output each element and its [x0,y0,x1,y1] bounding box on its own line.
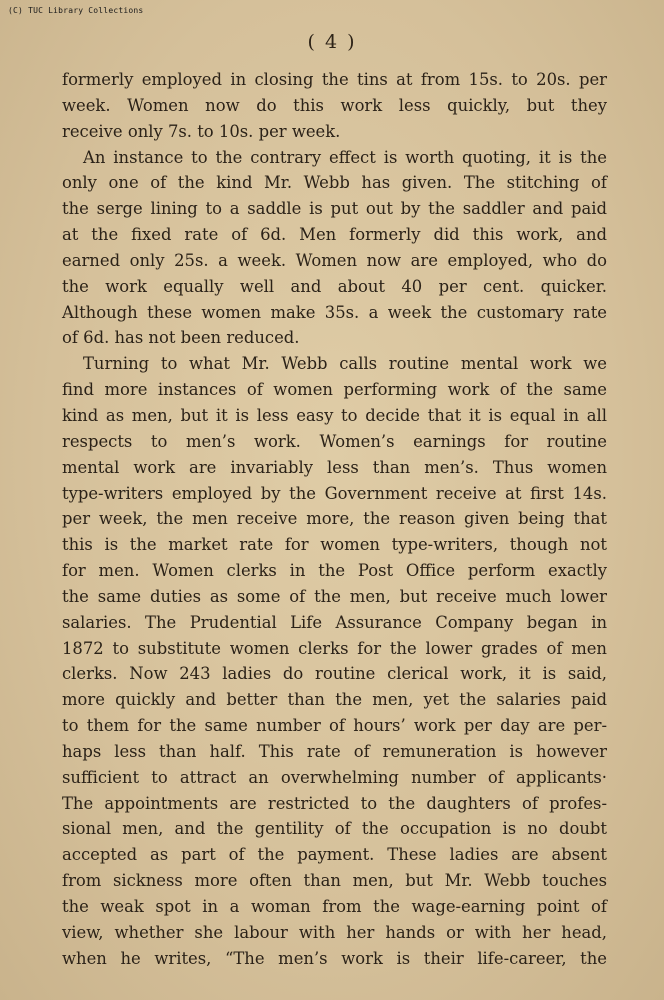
text-line: earned only 25s. a week. Women now are employed, who do [62,250,607,270]
text-line: find more instances of women performing work of the same [62,380,607,400]
text-line: the work equally well and about 40 per cent. quicker. [62,276,607,296]
text-line: view, whether she labour with her hands or with her head, [62,922,607,942]
text-line: Turning to what Mr. Webb calls routine mental work we [83,354,607,374]
text-line: the weak spot in a woman from the wage-earning point of [62,897,607,916]
text-line: type-writers employed by the Government receive at first 14s. [62,483,607,503]
text-line: per week, the men receive more, the reason given being that [62,509,607,529]
text-line: haps less than half. This rate of remuneration is however [62,741,607,761]
text-line: mental work are invariably less than men’s. Thus women [62,457,607,477]
text-line: An instance to the contrary effect is worth quoting, it is the [83,147,607,167]
text-line: respects to men’s work. Women’s earnings for routine [62,431,607,451]
text-line: clerks. Now 243 ladies do routine clerical work, it is said, [62,664,607,684]
text-line: kind as men, but it is less easy to decide that it is equal in all [62,405,607,425]
text-line: more quickly and better than the men, yet the salaries paid [62,690,607,710]
text-line: sional men, and the gentility of the occupation is no doubt [62,819,607,839]
text-line: 1872 to substitute women clerks for the lower grades of men [62,638,607,658]
text-line: accepted as part of the payment. These ladies are absent [62,845,607,865]
text-line: only one of the kind Mr. Webb has given. The stitching of [62,173,607,193]
text-line: the same duties as some of the men, but receive much lower [62,586,607,606]
text-line: sufficient to attract an overwhelming number of applicants· [62,767,607,787]
text-line: receive only 7s. to 10s. per week. [62,121,341,141]
text-line: this is the market rate for women type-writers, though not [62,535,607,555]
text-line: of 6d. has not been reduced. [62,328,300,348]
text-line: from sickness more often than men, but Mr. Webb touches [62,871,607,891]
text-line: week. Women now do this work less quickly, but they [62,95,607,115]
text-line: formerly employed in closing the tins at from 15s. to 20s. per [62,70,607,89]
body-text [62,67,607,972]
text-line: the serge lining to a saddle is put out by the saddler and paid [62,199,607,219]
text-line: at the fixed rate of 6d. Men formerly did this work, and [62,225,607,245]
page-number: ( 4 ) [307,31,357,53]
text-line: Although these women make 35s. a week the customary rate [62,302,607,322]
text-line: The appointments are restricted to the daughters of profes- [62,793,607,813]
text-line: when he writes, “The men’s work is their life-career, the [62,948,607,968]
text-line: salaries. The Prudential Life Assurance Company began in [62,612,607,632]
copyright-notice: (C) TUC Library Collections [8,6,144,15]
text-line: for men. Women clerks in the Post Office perform exactly [62,561,607,581]
text-line: to them for the same number of hours’ work per day are per- [62,716,607,736]
